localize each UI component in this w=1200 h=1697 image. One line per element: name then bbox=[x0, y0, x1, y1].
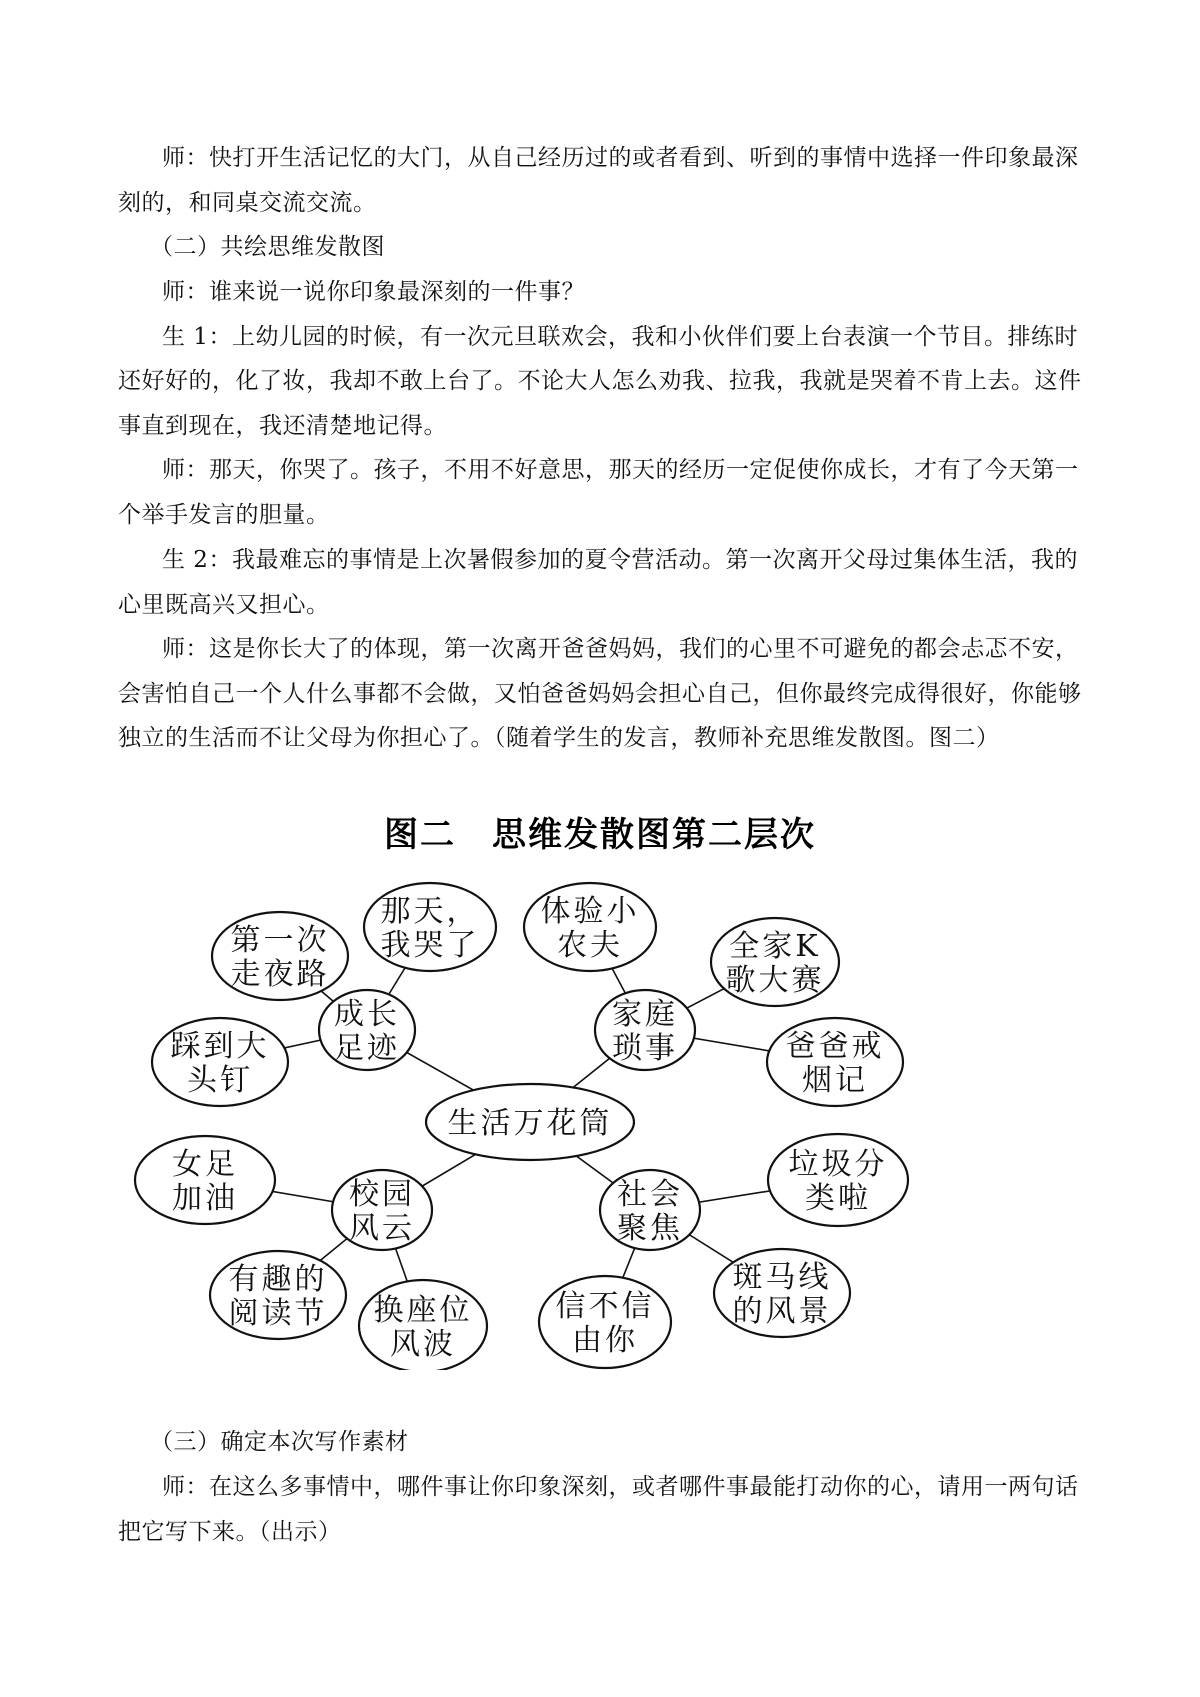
text-line: 个举手发言的胆量。 bbox=[118, 502, 330, 528]
text-line: 独立的生活而不让父母为你担心了。（随着学生的发言，教师补充思维发散图。图二） bbox=[118, 725, 1000, 751]
text-line: 师：这是你长大了的体现，第一次离开爸爸妈妈，我们的心里不可避免的都会忐忑不安， bbox=[162, 636, 1079, 662]
node-label: 头钉 bbox=[187, 1063, 253, 1098]
node-label: 我哭了 bbox=[380, 928, 480, 963]
node-label: 烟记 bbox=[802, 1063, 868, 1098]
figure-title: 图二 思维发散图第二层次 bbox=[384, 815, 816, 855]
node-label: 家庭 bbox=[612, 997, 678, 1032]
leaf-node bbox=[364, 883, 496, 971]
text-line: 师：谁来说一说你印象最深刻的一件事？ bbox=[162, 279, 585, 305]
leaf-node bbox=[539, 1276, 671, 1368]
text-line: 心里既高兴又担心。 bbox=[118, 592, 330, 618]
text-line: 事直到现在，我还清楚地记得。 bbox=[118, 413, 447, 439]
text-line: 会害怕自己一个人什么事都不会做，又怕爸爸妈妈会担心自己，但你最终完成得很好，你能够 bbox=[118, 681, 1082, 707]
node-label: 生活万花筒 bbox=[447, 1106, 613, 1141]
leaf-node bbox=[768, 1134, 908, 1226]
branch-node bbox=[319, 990, 415, 1070]
node-label: 第一次 bbox=[230, 923, 330, 958]
text-line: 师：在这么多事情中，哪件事让你印象深刻，或者哪件事最能打动你的心，请用一两句话 bbox=[162, 1474, 1079, 1500]
node-label: 加油 bbox=[172, 1181, 238, 1216]
node-label: 踩到大 bbox=[170, 1029, 270, 1064]
mind-map-diagram bbox=[120, 810, 1080, 1370]
node-label: 阅读节 bbox=[228, 1296, 328, 1331]
text-line: （二）共绘思维发散图 bbox=[150, 234, 385, 260]
node-label: 那天， bbox=[380, 894, 480, 929]
node-label: 风云 bbox=[349, 1211, 415, 1246]
leaf-node bbox=[152, 1018, 288, 1106]
node-label: 女足 bbox=[172, 1147, 238, 1182]
text-line: 师：快打开生活记忆的大门，从自己经历过的或者看到、听到的事情中选择一件印象最深 bbox=[162, 145, 1079, 171]
node-label: 由你 bbox=[572, 1323, 638, 1358]
branch-node bbox=[595, 990, 695, 1070]
mind-map-figure bbox=[120, 810, 1080, 1370]
node-label: 聚焦 bbox=[617, 1211, 683, 1246]
node-label: 信不信 bbox=[555, 1289, 655, 1324]
node-label: 琐事 bbox=[612, 1031, 678, 1066]
node-label: 体验小 bbox=[540, 894, 640, 929]
text-line: 把它写下来。（出示） bbox=[118, 1519, 342, 1545]
leaf-node bbox=[359, 1280, 487, 1370]
leaf-node bbox=[524, 883, 656, 971]
text-line: （三）确定本次写作素材 bbox=[150, 1429, 409, 1455]
text-line: 生 2：我最难忘的事情是上次暑假参加的夏令营活动。第一次离开父母过集体生活，我的 bbox=[162, 547, 1078, 573]
node-label: 换座位 bbox=[373, 1293, 473, 1328]
leaf-node bbox=[714, 1249, 850, 1337]
text-line: 刻的，和同桌交流交流。 bbox=[118, 190, 377, 216]
node-label: 风波 bbox=[390, 1327, 456, 1362]
center-node bbox=[426, 1084, 634, 1160]
leaf-node bbox=[212, 912, 348, 1000]
leaf-node bbox=[711, 918, 839, 1006]
leaf-node bbox=[767, 1018, 903, 1106]
leaf-node bbox=[210, 1251, 346, 1339]
node-label: 走夜路 bbox=[230, 957, 330, 992]
node-label: 成长 bbox=[334, 997, 400, 1032]
text-line: 生 1：上幼儿园的时候，有一次元旦联欢会，我和小伙伴们要上台表演一个节目。排练时 bbox=[162, 324, 1078, 350]
node-label: 有趣的 bbox=[228, 1262, 328, 1297]
node-label: 足迹 bbox=[334, 1031, 400, 1066]
node-label: 的风景 bbox=[732, 1294, 832, 1329]
node-label: 斑马线 bbox=[732, 1260, 832, 1295]
node-label: 全家K bbox=[729, 929, 821, 964]
branch-node bbox=[332, 1170, 432, 1250]
branch-node bbox=[600, 1170, 700, 1250]
node-label: 类啦 bbox=[805, 1181, 871, 1216]
node-label: 社会 bbox=[617, 1177, 683, 1212]
node-label: 垃圾分 bbox=[788, 1147, 888, 1182]
leaf-node bbox=[135, 1136, 275, 1224]
text-line: 师：那天，你哭了。孩子，不用不好意思，那天的经历一定促使你成长，才有了今天第一 bbox=[162, 457, 1079, 483]
node-label: 校园 bbox=[349, 1177, 415, 1212]
text-line: 还好好的，化了妆，我却不敢上台了。不论大人怎么劝我、拉我，我就是哭着不肯上去。这件 bbox=[118, 368, 1082, 394]
node-label: 爸爸戒 bbox=[785, 1029, 885, 1064]
node-label: 农夫 bbox=[557, 928, 623, 963]
node-label: 歌大赛 bbox=[725, 963, 825, 998]
